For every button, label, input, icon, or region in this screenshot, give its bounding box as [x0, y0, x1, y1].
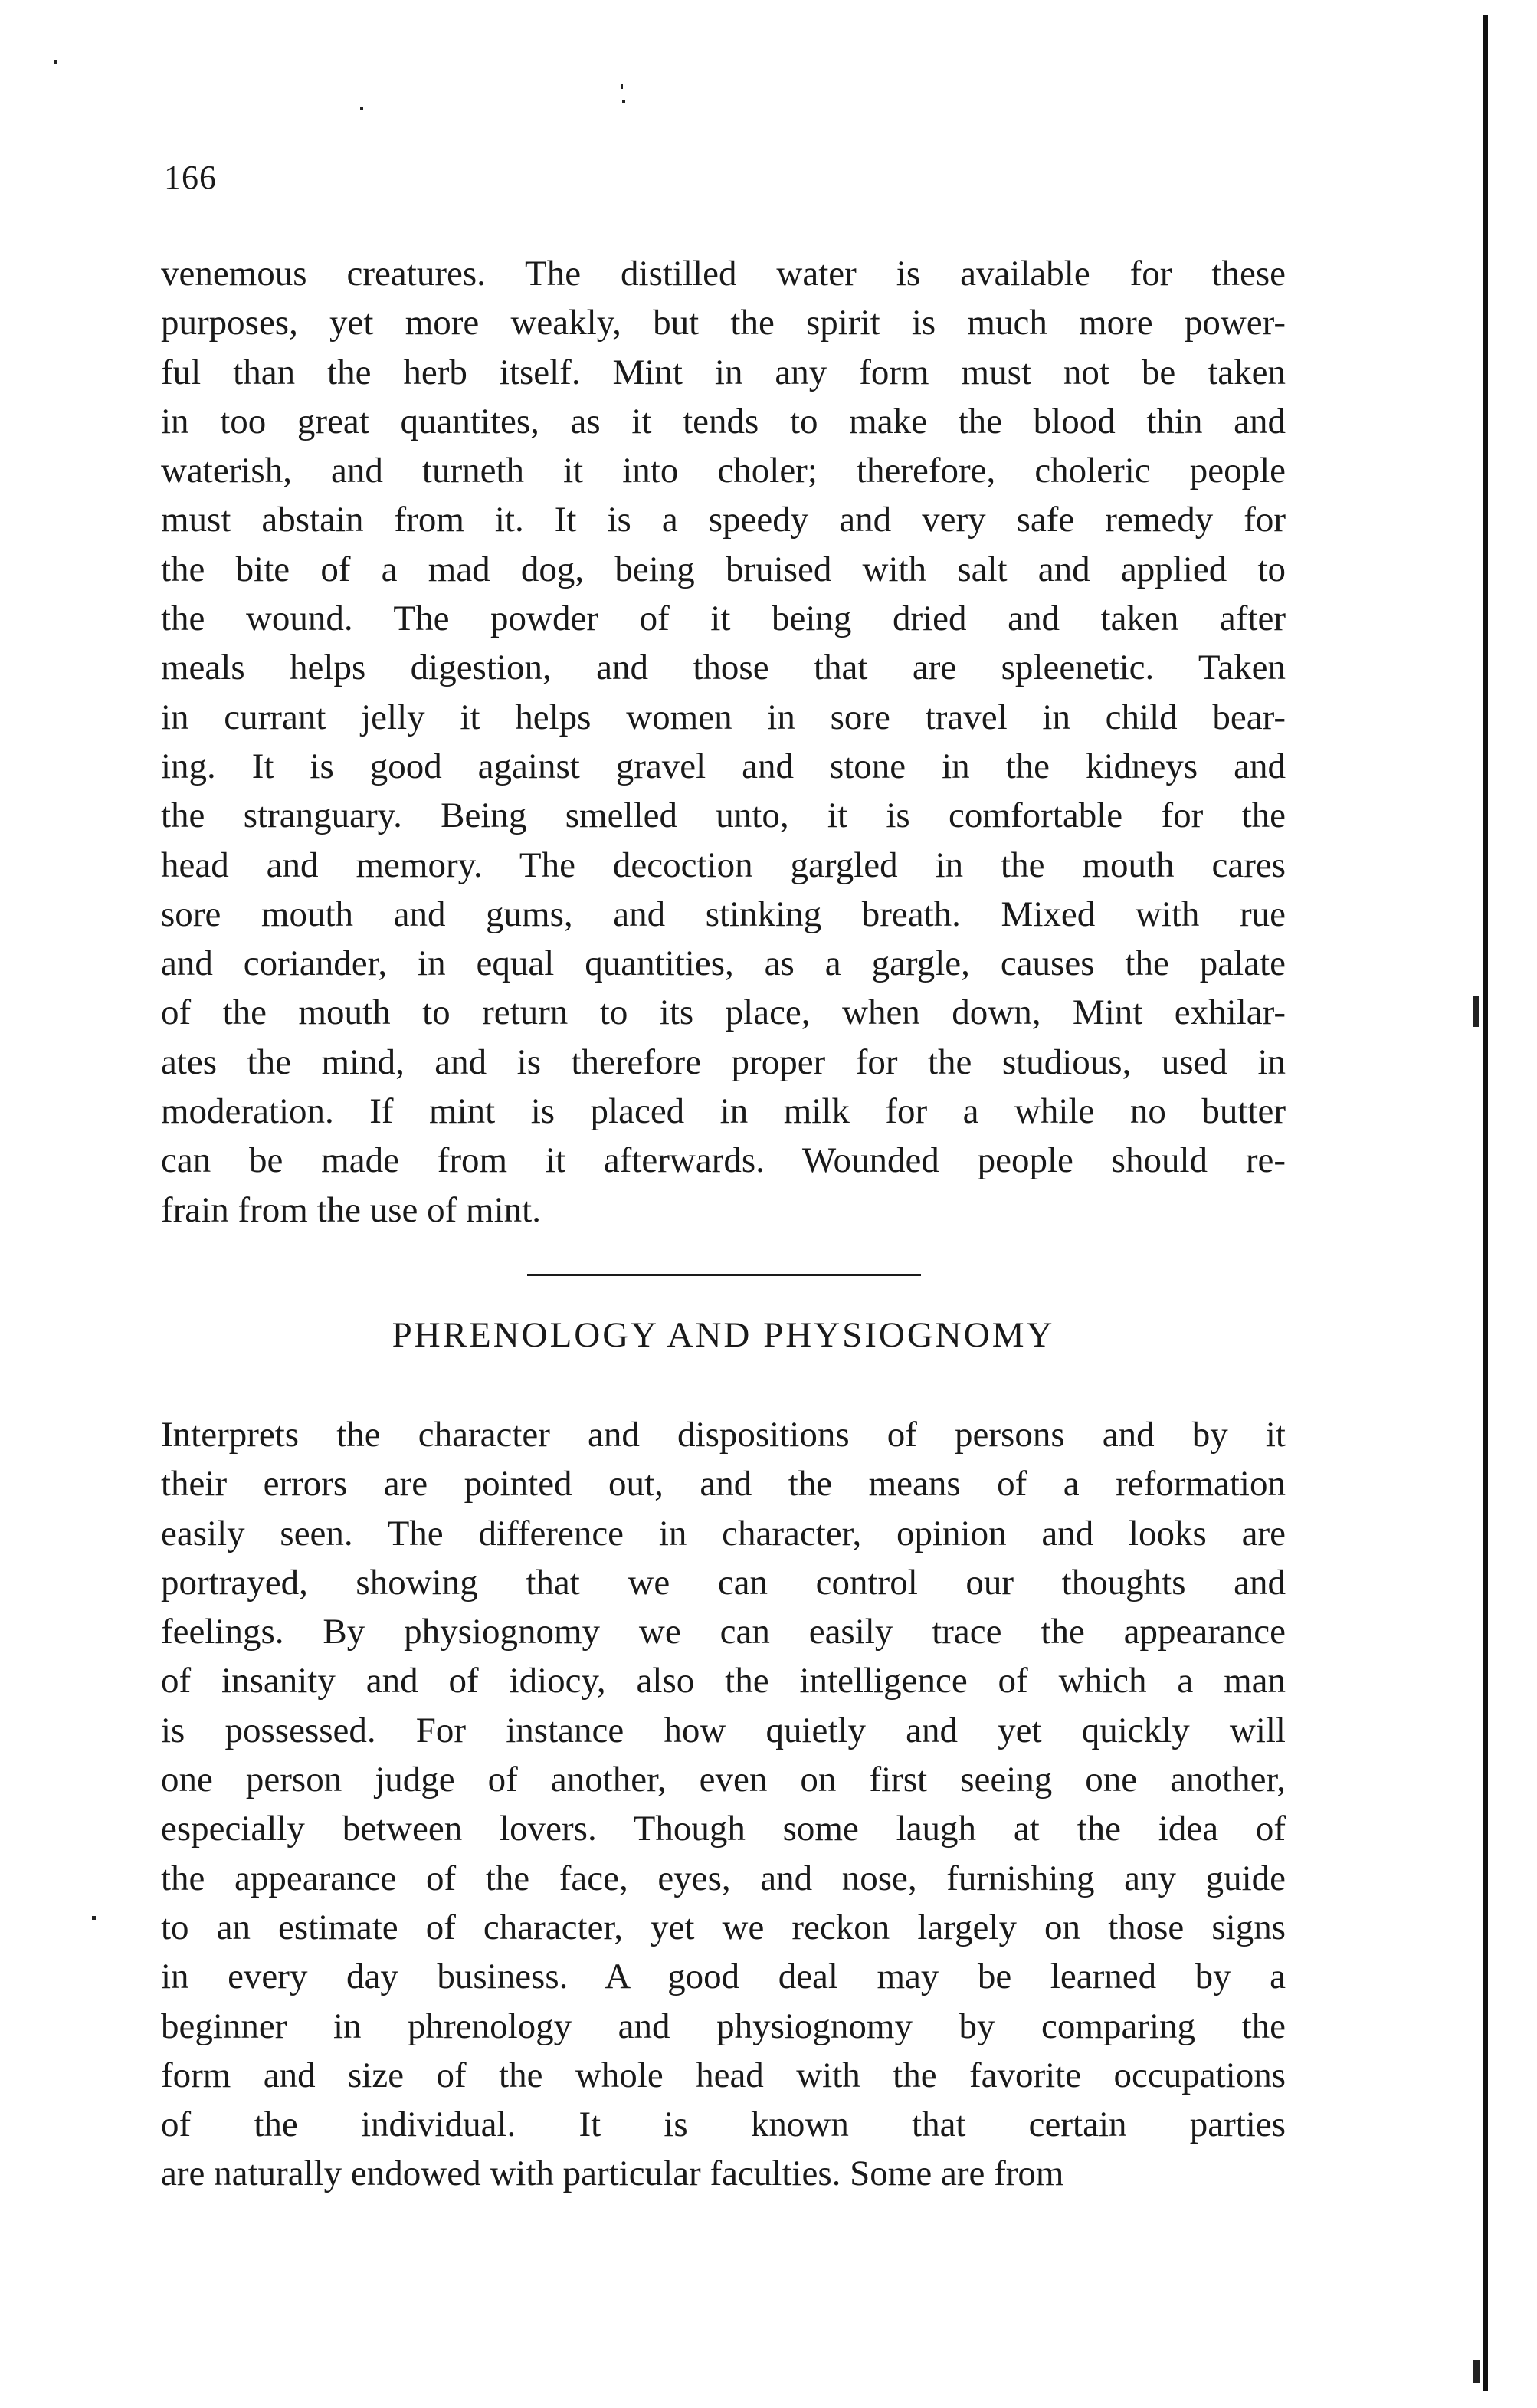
mint-paragraph-line: purposes, yet more weakly, but the spirit is much more power- [161, 303, 1286, 343]
mint-paragraph-line: ful than the herb itself. Mint in any form must not be taken [161, 352, 1286, 392]
page-number: 166 [164, 159, 217, 196]
scan-speck [621, 84, 623, 89]
scan-speck [1473, 2360, 1480, 2383]
phrenology-paragraph-line: feelings. By physiognomy we can easily trace the appearance [161, 1612, 1286, 1652]
scan-speck [360, 107, 363, 110]
page-edge-line [1483, 15, 1488, 2391]
mint-paragraph-line: ing. It is good against gravel and stone in the kidneys and [161, 746, 1286, 786]
phrenology-paragraph-line: beginner in phrenology and physiognomy by comparing the [161, 2006, 1286, 2046]
mint-paragraph-line: the stranguary. Being smelled unto, it is comfortable for the [161, 796, 1286, 836]
mint-paragraph-line: in too great quantites, as it tends to make the blood thin and [161, 401, 1286, 441]
mint-paragraph-line: the wound. The powder of it being dried and taken after [161, 599, 1286, 639]
mint-paragraph-line: the bite of a mad dog, being bruised with salt and applied to [161, 549, 1286, 589]
section-heading: PHRENOLOGY AND PHYSIOGNOMY [392, 1315, 1055, 1355]
phrenology-paragraph-line: their errors are pointed out, and the means of a reformation [161, 1464, 1286, 1504]
mint-paragraph-line: waterish, and turneth it into choler; therefore, choleric people [161, 451, 1286, 491]
section-divider-rule [527, 1274, 921, 1276]
mint-paragraph-line: sore mouth and gums, and stinking breath. Mixed with rue [161, 894, 1286, 934]
mint-paragraph-line: in currant jelly it helps women in sore travel in child bear- [161, 697, 1286, 737]
mint-paragraph-line: and coriander, in equal quantities, as a gargle, causes the palate [161, 943, 1286, 984]
scan-speck [54, 60, 57, 64]
phrenology-paragraph-line: to an estimate of character, yet we reckon largely on those signs [161, 1907, 1286, 1947]
phrenology-paragraph-line: the appearance of the face, eyes, and nose, furnishing any guide [161, 1858, 1286, 1898]
mint-paragraph-line: can be made from it afterwards. Wounded people should re- [161, 1140, 1286, 1181]
phrenology-paragraph-line: in every day business. A good deal may be learned by a [161, 1957, 1286, 1997]
phrenology-paragraph-line: easily seen. The difference in character, opinion and looks are [161, 1513, 1286, 1553]
mint-paragraph-line: must abstain from it. It is a speedy and very safe remedy for [161, 500, 1286, 540]
phrenology-paragraph [161, 1410, 1286, 2199]
mint-paragraph-line: of the mouth to return to its place, when down, Mint exhilar- [161, 992, 1286, 1033]
scan-speck [1473, 996, 1479, 1027]
phrenology-paragraph-line: are naturally endowed with particular faculties. Some are from [161, 2154, 1064, 2194]
phrenology-paragraph-line: especially between lovers. Though some laugh at the idea of [161, 1809, 1286, 1849]
mint-paragraph-line: ates the mind, and is therefore proper for the studious, used in [161, 1042, 1286, 1082]
scan-speck [622, 100, 625, 103]
phrenology-paragraph-line: one person judge of another, even on first seeing one another, [161, 1760, 1286, 1800]
mint-paragraph [161, 249, 1286, 1235]
phrenology-paragraph-line: of the individual. It is known that certain parties [161, 2105, 1286, 2145]
phrenology-paragraph-line: form and size of the whole head with the favorite occupations [161, 2055, 1286, 2095]
mint-paragraph-line: frain from the use of mint. [161, 1189, 541, 1230]
mint-paragraph-line: venemous creatures. The distilled water is available for these [161, 254, 1286, 294]
phrenology-paragraph-line: is possessed. For instance how quietly and yet quickly will [161, 1710, 1286, 1750]
mint-paragraph-line: head and memory. The decoction gargled in the mouth cares [161, 845, 1286, 885]
phrenology-paragraph-line: Interprets the character and dispositions of persons and by it [161, 1415, 1286, 1455]
mint-paragraph-line: moderation. If mint is placed in milk for a while no butter [161, 1091, 1286, 1132]
scan-speck [92, 1916, 96, 1920]
mint-paragraph-line: meals helps digestion, and those that are spleenetic. Taken [161, 648, 1286, 688]
phrenology-paragraph-line: of insanity and of idiocy, also the intelligence of which a man [161, 1661, 1286, 1701]
phrenology-paragraph-line: portrayed, showing that we can control our thoughts and [161, 1562, 1286, 1603]
